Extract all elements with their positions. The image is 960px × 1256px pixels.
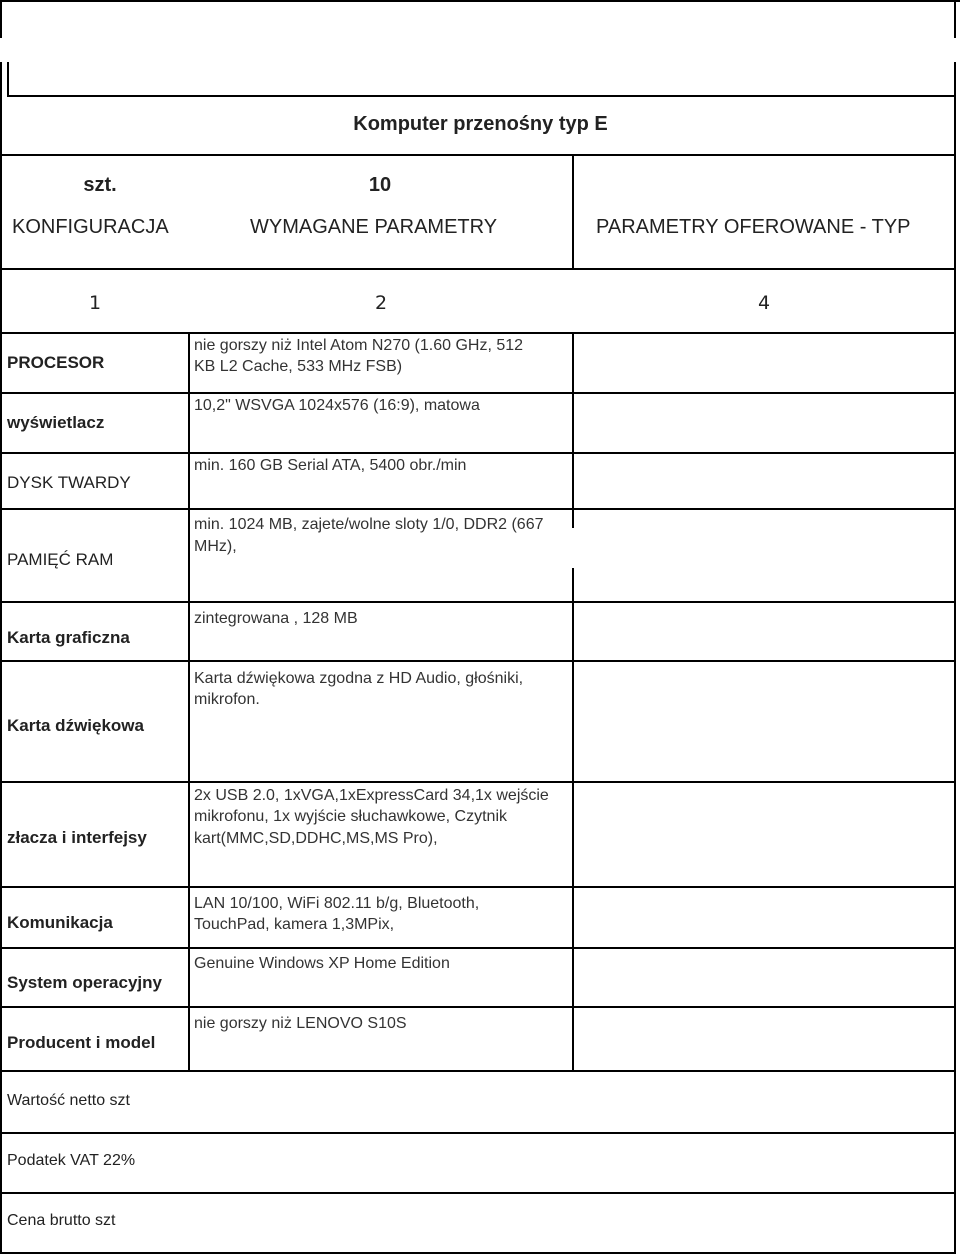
row-value-line: LAN 10/100, WiFi 802.11 b/g, Bluetooth, — [194, 895, 480, 912]
row-label-karta-dzwiekowa: Karta dźwiękowa — [7, 716, 144, 735]
line-row-8 — [0, 947, 956, 949]
line-title-top — [7, 95, 954, 97]
col-sep-1 — [188, 332, 190, 1072]
row-value-line: 2x USB 2.0, 1xVGA,1xExpressCard 34,1x wejście — [194, 787, 549, 804]
row-label-zlacza: złacza i interfejsy — [7, 828, 147, 847]
quantity-unit-label: szt. — [83, 174, 117, 196]
row-label-ram: PAMIĘĆ RAM — [7, 550, 114, 569]
header-required: WYMAGANE PARAMETRY — [250, 216, 498, 238]
row-value-line: min. 160 GB Serial ATA, 5400 obr./min — [194, 457, 467, 474]
row-label-system: System operacyjny — [7, 973, 162, 992]
line-header-bottom — [0, 268, 956, 270]
header-offered: PARAMETRY OFEROWANE - TYP — [596, 216, 911, 238]
line-row-5 — [0, 660, 956, 662]
line-row-10 — [0, 1070, 956, 1072]
top-border — [0, 0, 960, 2]
col-sep-2-header — [572, 154, 574, 268]
row-label-procesor: PROCESOR — [7, 353, 105, 372]
row-label-dysk: DYSK TWARDY — [7, 473, 131, 492]
row-label-wyswietlacz: wyświetlacz — [7, 413, 105, 432]
row-value-line: KB L2 Cache, 533 MHz FSB) — [194, 358, 403, 375]
line-row-4 — [0, 601, 956, 603]
row-value-line: 10,2" WSVGA 1024x576 (16:9), matowa — [194, 397, 480, 414]
line-row-1 — [0, 392, 956, 394]
line-total-2 — [0, 1192, 956, 1194]
row-label-komunikacja: Komunikacja — [7, 913, 113, 932]
page-title: Komputer przenośny typ E — [353, 113, 608, 135]
right-border-top — [954, 0, 956, 38]
inner-left-border — [7, 62, 9, 97]
quantity-value: 10 — [368, 174, 392, 196]
line-row-7 — [0, 886, 956, 888]
row-value-line: mikrofonu, 1x wyjście słuchawkowe, Czytnik — [194, 808, 507, 825]
row-value-line: kart(MMC,SD,DDHC,MS,MS Pro), — [194, 830, 438, 847]
left-border-top — [0, 0, 2, 38]
column-number-1: 1 — [89, 292, 102, 314]
row-value-line: nie gorszy niż Intel Atom N270 (1.60 GHz, 512 — [194, 337, 524, 354]
row-value-line: Genuine Windows XP Home Edition — [194, 955, 450, 972]
row-value-line: zintegrowana , 128 MB — [194, 610, 358, 627]
line-numbers-bottom — [0, 332, 956, 334]
row-value-line: Karta dźwiękowa zgodna z HD Audio, głośniki, — [194, 670, 524, 687]
column-number-4: 4 — [758, 292, 771, 314]
line-row-6 — [0, 781, 956, 783]
row-label-karta-graficzna: Karta graficzna — [7, 628, 130, 647]
total-net-label: Wartość netto szt — [7, 1092, 130, 1109]
row-value-line: mikrofon. — [194, 691, 260, 708]
left-border — [0, 62, 2, 1254]
line-row-2 — [0, 452, 956, 454]
row-label-producent: Producent i model — [7, 1033, 156, 1052]
col-sep-2b — [572, 568, 574, 1072]
row-value-line: TouchPad, kamera 1,3MPix, — [194, 916, 395, 933]
line-bottom — [0, 1252, 956, 1254]
col-sep-2a — [572, 332, 574, 528]
column-number-2: 2 — [375, 292, 388, 314]
header-config: KONFIGURACJA — [12, 216, 169, 238]
total-gross-label: Cena brutto szt — [7, 1212, 116, 1229]
line-row-9 — [0, 1006, 956, 1008]
line-title-bottom — [0, 154, 956, 156]
row-value-line: MHz), — [194, 538, 237, 555]
total-vat-label: Podatek VAT 22% — [7, 1152, 136, 1169]
row-value-line: nie gorszy niż LENOVO S10S — [194, 1015, 407, 1032]
line-row-3 — [0, 508, 956, 510]
row-value-line: min. 1024 MB, zajete/wolne sloty 1/0, DDR2 (667 — [194, 516, 544, 533]
line-total-1 — [0, 1132, 956, 1134]
right-border — [954, 62, 956, 1254]
